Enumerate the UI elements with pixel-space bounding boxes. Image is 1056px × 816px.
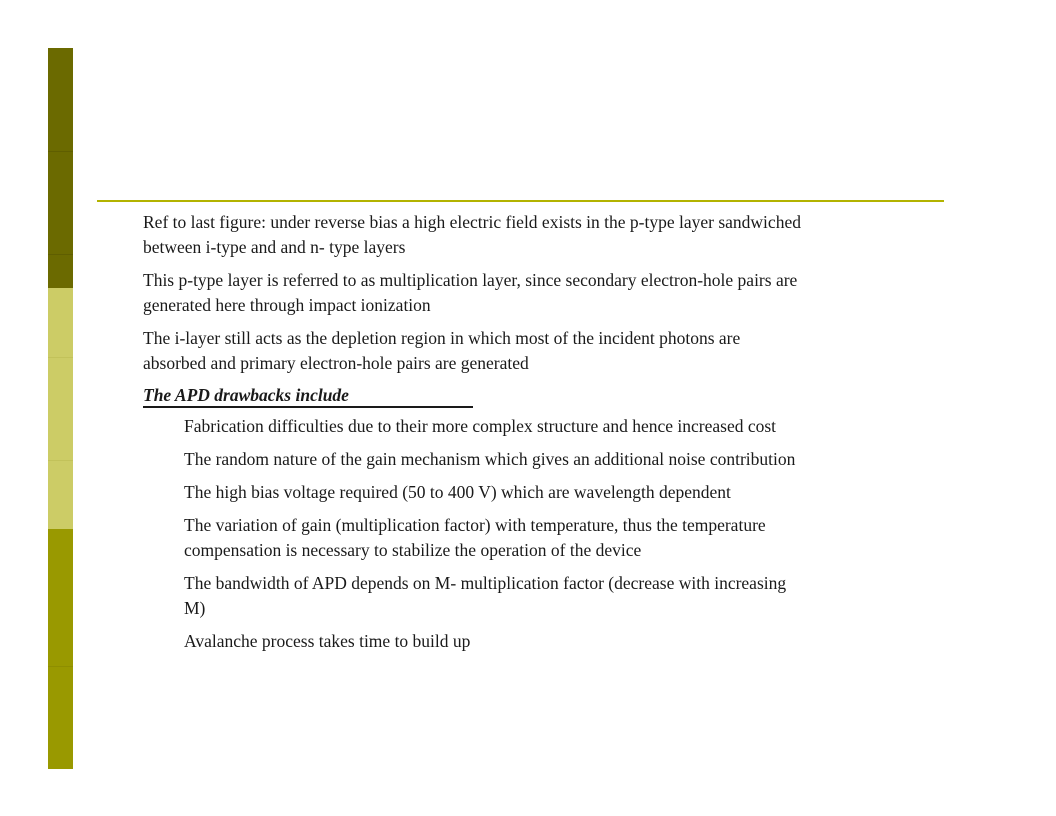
slide-body: [143, 210, 803, 662]
body-paragraph: Ref to last figure: under reverse bias a high electric field exists in the p-type layer sandwiched between i-type and and n- type layers: [143, 212, 801, 257]
drawback-item: The high bias voltage required (50 to 400 V) which are wavelength dependent: [184, 482, 731, 502]
stripe-segment: [48, 254, 73, 289]
stripe-segment: [48, 529, 73, 666]
drawback-item: Fabrication difficulties due to their more complex structure and hence increased cost: [184, 416, 777, 436]
stripe-segment: [48, 288, 73, 357]
stripe-segment: [48, 151, 73, 255]
drawback-item: The variation of gain (multiplication factor) with temperature, thus the temperature compensation is necessary to stabilize the operation of the device: [184, 515, 766, 560]
body-paragraph: The i-layer still acts as the depletion region in which most of the incident photons are absorbed and primary electron-hole pairs are generated: [143, 328, 741, 373]
drawback-item: Avalanche process takes time to build up: [184, 631, 471, 651]
stripe-segment: [48, 357, 73, 461]
drawback-item: The bandwidth of APD depends on M- multiplication factor (decrease with increasing M): [184, 573, 787, 618]
left-decorative-stripe: [48, 48, 73, 768]
body-paragraph: This p-type layer is referred to as multiplication layer, since secondary electron-hole pairs are generated here through impact ionization: [143, 270, 798, 315]
heading-underline: [143, 406, 473, 408]
drawback-item: The random nature of the gain mechanism which gives an additional noise contribution: [184, 449, 796, 469]
stripe-segment: [48, 666, 73, 769]
stripe-segment: [48, 48, 73, 151]
stripe-segment: [48, 460, 73, 530]
title-divider-line: [97, 200, 944, 202]
drawbacks-heading: The APD drawbacks include: [143, 385, 349, 405]
